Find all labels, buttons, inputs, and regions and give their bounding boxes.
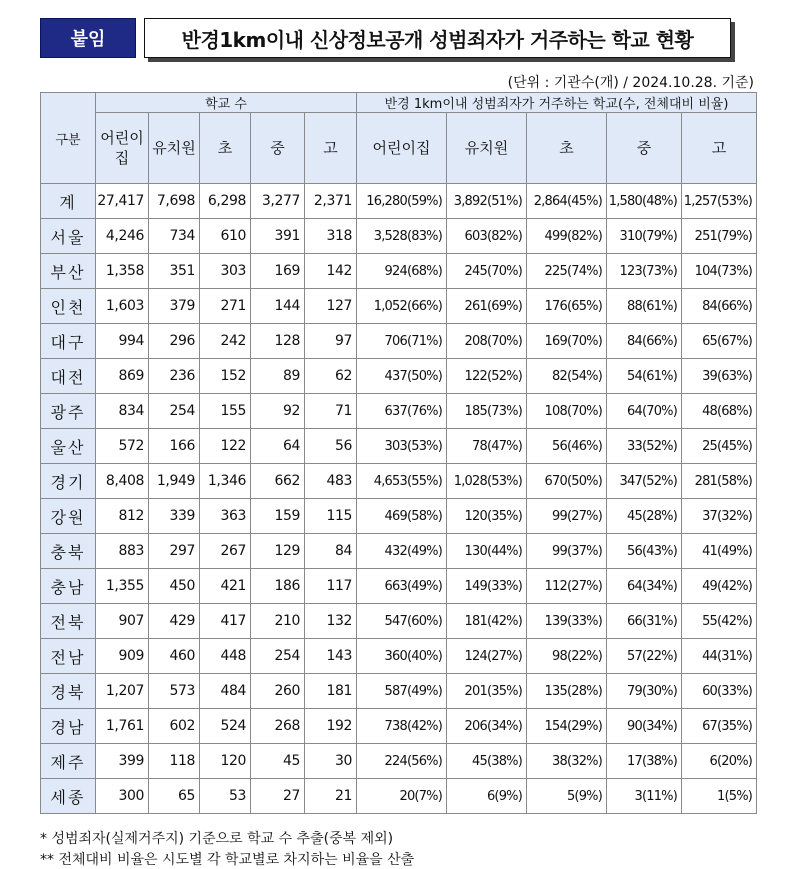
region-cell: 대전 [41,359,96,394]
near-offender-cell: 603(82%) [447,219,527,254]
near-offender-cell: 41(49%) [682,534,757,569]
near-offender-cell: 25(45%) [682,429,757,464]
count-cell: 242 [200,324,251,359]
subheader-count-elementary: 초 [200,113,251,184]
count-cell: 268 [251,709,305,744]
table-row [41,674,757,709]
near-offender-cell: 206(34%) [447,709,527,744]
count-cell: 318 [305,219,357,254]
count-cell: 297 [149,534,200,569]
near-offender-cell: 123(73%) [607,254,682,289]
count-cell: 460 [149,639,200,674]
count-cell: 143 [305,639,357,674]
near-offender-cell: 20(7%) [357,779,447,814]
count-cell: 429 [149,604,200,639]
count-cell: 210 [251,604,305,639]
count-cell: 260 [251,674,305,709]
count-cell: 142 [305,254,357,289]
near-offender-cell: 98(22%) [527,639,607,674]
near-offender-cell: 281(58%) [682,464,757,499]
near-offender-cell: 176(65%) [527,289,607,324]
count-cell: 379 [149,289,200,324]
count-cell: 115 [305,499,357,534]
table-row [41,324,757,359]
count-cell: 363 [200,499,251,534]
table-row [41,464,757,499]
near-offender-cell: 16,280(59%) [357,184,447,219]
region-cell: 부산 [41,254,96,289]
count-cell: 734 [149,219,200,254]
count-cell: 71 [305,394,357,429]
subheader-row [41,113,757,184]
count-cell: 120 [200,744,251,779]
table-row [41,534,757,569]
near-offender-cell: 44(31%) [682,639,757,674]
region-cell: 세종 [41,779,96,814]
near-offender-cell: 1,257(53%) [682,184,757,219]
count-cell: 6,298 [200,184,251,219]
count-cell: 303 [200,254,251,289]
count-cell: 62 [305,359,357,394]
count-cell: 339 [149,499,200,534]
near-offender-cell: 3,528(83%) [357,219,447,254]
near-offender-cell: 64(70%) [607,394,682,429]
footnote-1: * 성범죄자(실제거주지) 기준으로 학교 수 추출(중복 제외) [40,831,394,847]
near-offender-cell: 587(49%) [357,674,447,709]
count-cell: 27,417 [96,184,149,219]
near-offender-cell: 39(63%) [682,359,757,394]
near-offender-cell: 17(38%) [607,744,682,779]
region-cell: 인천 [41,289,96,324]
near-offender-cell: 37(32%) [682,499,757,534]
near-offender-cell: 139(33%) [527,604,607,639]
near-offender-cell: 99(37%) [527,534,607,569]
near-offender-cell: 469(58%) [357,499,447,534]
near-offender-cell: 670(50%) [527,464,607,499]
count-cell: 21 [305,779,357,814]
near-offender-cell: 33(52%) [607,429,682,464]
count-cell: 1,207 [96,674,149,709]
near-offender-cell: 55(42%) [682,604,757,639]
near-offender-cell: 57(22%) [607,639,682,674]
count-cell: 169 [251,254,305,289]
near-offender-cell: 135(28%) [527,674,607,709]
count-cell: 421 [200,569,251,604]
near-offender-cell: 4,653(55%) [357,464,447,499]
near-offender-cell: 49(42%) [682,569,757,604]
table-row [41,289,757,324]
count-cell: 64 [251,429,305,464]
near-offender-cell: 3,892(51%) [447,184,527,219]
table-row [41,254,757,289]
near-offender-cell: 124(27%) [447,639,527,674]
table-row [41,219,757,254]
near-offender-cell: 6(9%) [447,779,527,814]
subheader-count-kindergarten: 유치원 [149,113,200,184]
near-offender-cell: 149(33%) [447,569,527,604]
group-header-near-offender: 반경 1km이내 성범죄자가 거주하는 학교(수, 전체대비 비율) [357,93,757,113]
count-cell: 602 [149,709,200,744]
count-cell: 7,698 [149,184,200,219]
count-cell: 2,371 [305,184,357,219]
near-offender-cell: 65(67%) [682,324,757,359]
region-cell: 경북 [41,674,96,709]
near-offender-cell: 48(68%) [682,394,757,429]
count-cell: 166 [149,429,200,464]
near-offender-cell: 437(50%) [357,359,447,394]
near-offender-cell: 54(61%) [607,359,682,394]
near-offender-cell: 201(35%) [447,674,527,709]
near-offender-cell: 5(9%) [527,779,607,814]
count-cell: 909 [96,639,149,674]
near-offender-cell: 64(34%) [607,569,682,604]
count-cell: 118 [149,744,200,779]
count-cell: 53 [200,779,251,814]
near-offender-cell: 45(38%) [447,744,527,779]
count-cell: 417 [200,604,251,639]
count-cell: 399 [96,744,149,779]
count-cell: 4,246 [96,219,149,254]
near-offender-cell: 706(71%) [357,324,447,359]
header [40,18,731,58]
region-cell: 충북 [41,534,96,569]
table-row [41,499,757,534]
count-cell: 271 [200,289,251,324]
count-cell: 3,277 [251,184,305,219]
count-cell: 610 [200,219,251,254]
count-cell: 662 [251,464,305,499]
region-cell: 울산 [41,429,96,464]
count-cell: 296 [149,324,200,359]
table-row [41,639,757,674]
attachment-badge: 붙임 [40,18,136,58]
count-cell: 524 [200,709,251,744]
table-row [41,709,757,744]
count-cell: 391 [251,219,305,254]
near-offender-cell: 224(56%) [357,744,447,779]
region-cell: 계 [41,184,96,219]
group-header-school-count: 학교 수 [96,93,357,113]
table-row [41,604,757,639]
count-cell: 572 [96,429,149,464]
near-offender-cell: 1,580(48%) [607,184,682,219]
count-cell: 351 [149,254,200,289]
table-row [41,184,757,219]
count-cell: 122 [200,429,251,464]
near-offender-cell: 499(82%) [527,219,607,254]
near-offender-cell: 1(5%) [682,779,757,814]
count-cell: 30 [305,744,357,779]
count-cell: 254 [251,639,305,674]
count-cell: 812 [96,499,149,534]
count-cell: 869 [96,359,149,394]
count-cell: 883 [96,534,149,569]
count-cell: 573 [149,674,200,709]
near-offender-cell: 547(60%) [357,604,447,639]
count-cell: 92 [251,394,305,429]
near-offender-cell: 303(53%) [357,429,447,464]
count-cell: 1,761 [96,709,149,744]
near-offender-cell: 169(70%) [527,324,607,359]
count-cell: 450 [149,569,200,604]
corner-header: 구분 [41,93,96,184]
count-cell: 97 [305,324,357,359]
table-row [41,394,757,429]
near-offender-cell: 1,052(66%) [357,289,447,324]
near-offender-cell: 56(43%) [607,534,682,569]
near-offender-cell: 78(47%) [447,429,527,464]
near-offender-cell: 38(32%) [527,744,607,779]
near-offender-cell: 84(66%) [682,289,757,324]
near-offender-cell: 79(30%) [607,674,682,709]
near-offender-cell: 104(73%) [682,254,757,289]
region-cell: 충남 [41,569,96,604]
count-cell: 484 [200,674,251,709]
subheader-near-middle: 중 [607,113,682,184]
count-cell: 132 [305,604,357,639]
near-offender-cell: 208(70%) [447,324,527,359]
near-offender-cell: 181(42%) [447,604,527,639]
near-offender-cell: 108(70%) [527,394,607,429]
count-cell: 84 [305,534,357,569]
count-cell: 1,603 [96,289,149,324]
region-cell: 서울 [41,219,96,254]
count-cell: 1,346 [200,464,251,499]
count-cell: 192 [305,709,357,744]
near-offender-cell: 3(11%) [607,779,682,814]
count-cell: 181 [305,674,357,709]
near-offender-cell: 245(70%) [447,254,527,289]
count-cell: 1,358 [96,254,149,289]
subheader-count-middle: 중 [251,113,305,184]
count-cell: 834 [96,394,149,429]
near-offender-cell: 663(49%) [357,569,447,604]
count-cell: 267 [200,534,251,569]
count-cell: 186 [251,569,305,604]
near-offender-cell: 738(42%) [357,709,447,744]
near-offender-cell: 90(34%) [607,709,682,744]
near-offender-cell: 88(61%) [607,289,682,324]
region-cell: 경기 [41,464,96,499]
near-offender-cell: 225(74%) [527,254,607,289]
count-cell: 27 [251,779,305,814]
near-offender-cell: 6(20%) [682,744,757,779]
near-offender-cell: 56(46%) [527,429,607,464]
table-body [41,184,757,814]
near-offender-cell: 122(52%) [447,359,527,394]
count-cell: 127 [305,289,357,324]
count-cell: 448 [200,639,251,674]
count-cell: 45 [251,744,305,779]
count-cell: 236 [149,359,200,394]
near-offender-cell: 360(40%) [357,639,447,674]
count-cell: 129 [251,534,305,569]
count-cell: 65 [149,779,200,814]
near-offender-cell: 251(79%) [682,219,757,254]
count-cell: 117 [305,569,357,604]
count-cell: 907 [96,604,149,639]
near-offender-cell: 120(35%) [447,499,527,534]
school-status-table [40,92,757,814]
count-cell: 300 [96,779,149,814]
near-offender-cell: 67(35%) [682,709,757,744]
unit-note: (단위 : 기관수(개) / 2024.10.28. 기준) [507,75,754,91]
near-offender-cell: 84(66%) [607,324,682,359]
near-offender-cell: 637(76%) [357,394,447,429]
near-offender-cell: 1,028(53%) [447,464,527,499]
near-offender-cell: 261(69%) [447,289,527,324]
count-cell: 152 [200,359,251,394]
count-cell: 1,355 [96,569,149,604]
count-cell: 144 [251,289,305,324]
table-row [41,429,757,464]
region-cell: 대구 [41,324,96,359]
near-offender-cell: 432(49%) [357,534,447,569]
page-title: 반경1km이내 신상정보공개 성범죄자가 거주하는 학교 현황 [144,18,731,58]
table-row [41,779,757,814]
region-cell: 전북 [41,604,96,639]
subheader-near-elementary: 초 [527,113,607,184]
table-row [41,359,757,394]
footnote-2: ** 전체대비 비율은 시도별 각 학교별로 차지하는 비율을 산출 [40,852,415,868]
region-cell: 강원 [41,499,96,534]
count-cell: 128 [251,324,305,359]
count-cell: 155 [200,394,251,429]
count-cell: 159 [251,499,305,534]
region-cell: 제주 [41,744,96,779]
near-offender-cell: 99(27%) [527,499,607,534]
near-offender-cell: 185(73%) [447,394,527,429]
count-cell: 254 [149,394,200,429]
subheader-count-daycare: 어린이집 [96,113,149,184]
subheader-near-kindergarten: 유치원 [447,113,527,184]
table-row [41,744,757,779]
region-cell: 전남 [41,639,96,674]
near-offender-cell: 130(44%) [447,534,527,569]
region-cell: 광주 [41,394,96,429]
count-cell: 56 [305,429,357,464]
subheader-near-daycare: 어린이집 [357,113,447,184]
count-cell: 8,408 [96,464,149,499]
near-offender-cell: 310(79%) [607,219,682,254]
near-offender-cell: 347(52%) [607,464,682,499]
count-cell: 89 [251,359,305,394]
subheader-near-high: 고 [682,113,757,184]
count-cell: 483 [305,464,357,499]
near-offender-cell: 66(31%) [607,604,682,639]
near-offender-cell: 45(28%) [607,499,682,534]
subheader-count-high: 고 [305,113,357,184]
region-cell: 경남 [41,709,96,744]
near-offender-cell: 2,864(45%) [527,184,607,219]
table-row [41,569,757,604]
near-offender-cell: 82(54%) [527,359,607,394]
near-offender-cell: 154(29%) [527,709,607,744]
near-offender-cell: 924(68%) [357,254,447,289]
count-cell: 1,949 [149,464,200,499]
near-offender-cell: 60(33%) [682,674,757,709]
near-offender-cell: 112(27%) [527,569,607,604]
count-cell: 994 [96,324,149,359]
